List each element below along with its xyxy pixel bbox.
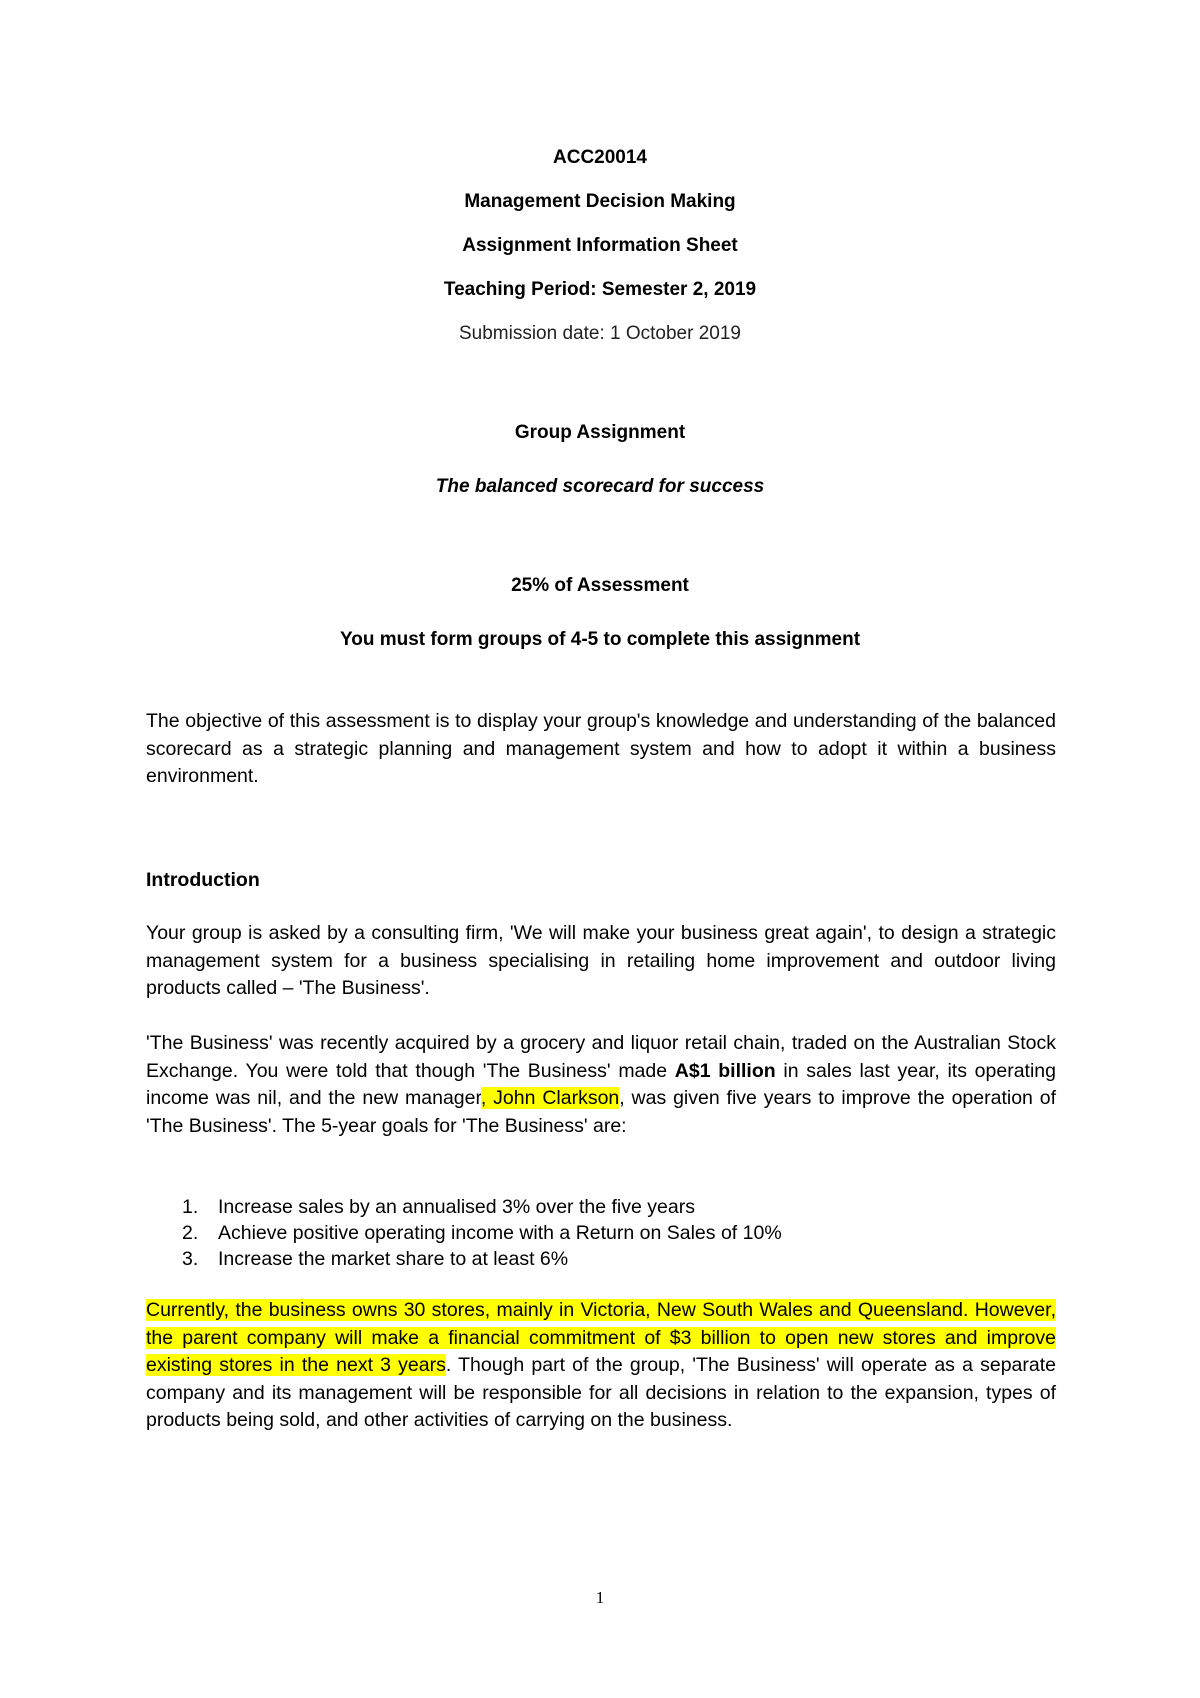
paragraph3-text: . Though part of the group, 'The Business' will operate as a separate company and its management will be responsible for all decisions in relation to the expansion, types of products being sold, and other activities of carrying on the business. [146,1354,1056,1431]
manager-name-highlight: , John Clarkson [480,1087,620,1109]
list-item [146,1220,1056,1246]
goal-number: 1. [182,1196,199,1218]
list-item [146,1246,1056,1272]
course-name: Management Decision Making [464,191,736,212]
assignment-title: The balanced scorecard for success [435,476,765,497]
introduction-heading: Introduction [146,869,260,891]
intro-paragraph-3 [146,1297,1056,1435]
intro-paragraph-1: Your group is asked by a consulting firm, 'We will make your business great again', to design a strategic management system for a business specialising in retailing home improvement and outdoor living products called – 'The Business'. [146,922,1056,999]
goal-text: Increase the market share to at least 6% [218,1248,569,1270]
sales-amount: A$1 billion [674,1059,776,1082]
sheet-title: Assignment Information Sheet [462,235,738,256]
paragraph2-text-3: , was given five years to improve the operation of 'The Business'. The 5-year goals for 'The Business' are: [146,1087,1056,1137]
goal-text: Increase sales by an annualised 3% over the five years [218,1196,695,1218]
objective-paragraph: The objective of this assessment is to display your group's knowledge and understanding of the balanced scorecard as a strategic planning and management system and how to adopt it within a business environment. [146,710,1056,787]
goal-text: Achieve positive operating income with a Return on Sales of 10% [218,1222,782,1244]
goals-list [146,1194,1056,1272]
page-number: 1 [595,1588,605,1607]
intro-paragraph-2 [146,1030,1056,1140]
paragraph2-text-2: in sales last year, its operating income was nil, and the new manager [146,1059,1056,1109]
list-item [146,1194,1056,1220]
goal-number: 2. [182,1222,199,1244]
paragraph2-text-1: 'The Business' was recently acquired by a grocery and liquor retail chain, traded on the Australian Stock Exchange. You were told that though 'The Business' made [146,1032,1056,1082]
assessment-weight: 25% of Assessment [511,575,689,596]
goal-number: 3. [182,1248,199,1270]
assignment-type: Group Assignment [514,422,686,443]
course-code: ACC20014 [553,147,647,168]
submission-date: Submission date: 1 October 2019 [458,323,741,344]
stores-commitment-highlight: Currently, the business owns 30 stores, mainly in Victoria, New South Wales and Queensland. However, the parent company will make a financial commitment of $3 billion to open new stores and improve existing stores in the next 3 years [146,1299,1056,1376]
teaching-period: Teaching Period: Semester 2, 2019 [443,279,757,300]
group-requirement: You must form groups of 4-5 to complete this assignment [339,629,861,650]
